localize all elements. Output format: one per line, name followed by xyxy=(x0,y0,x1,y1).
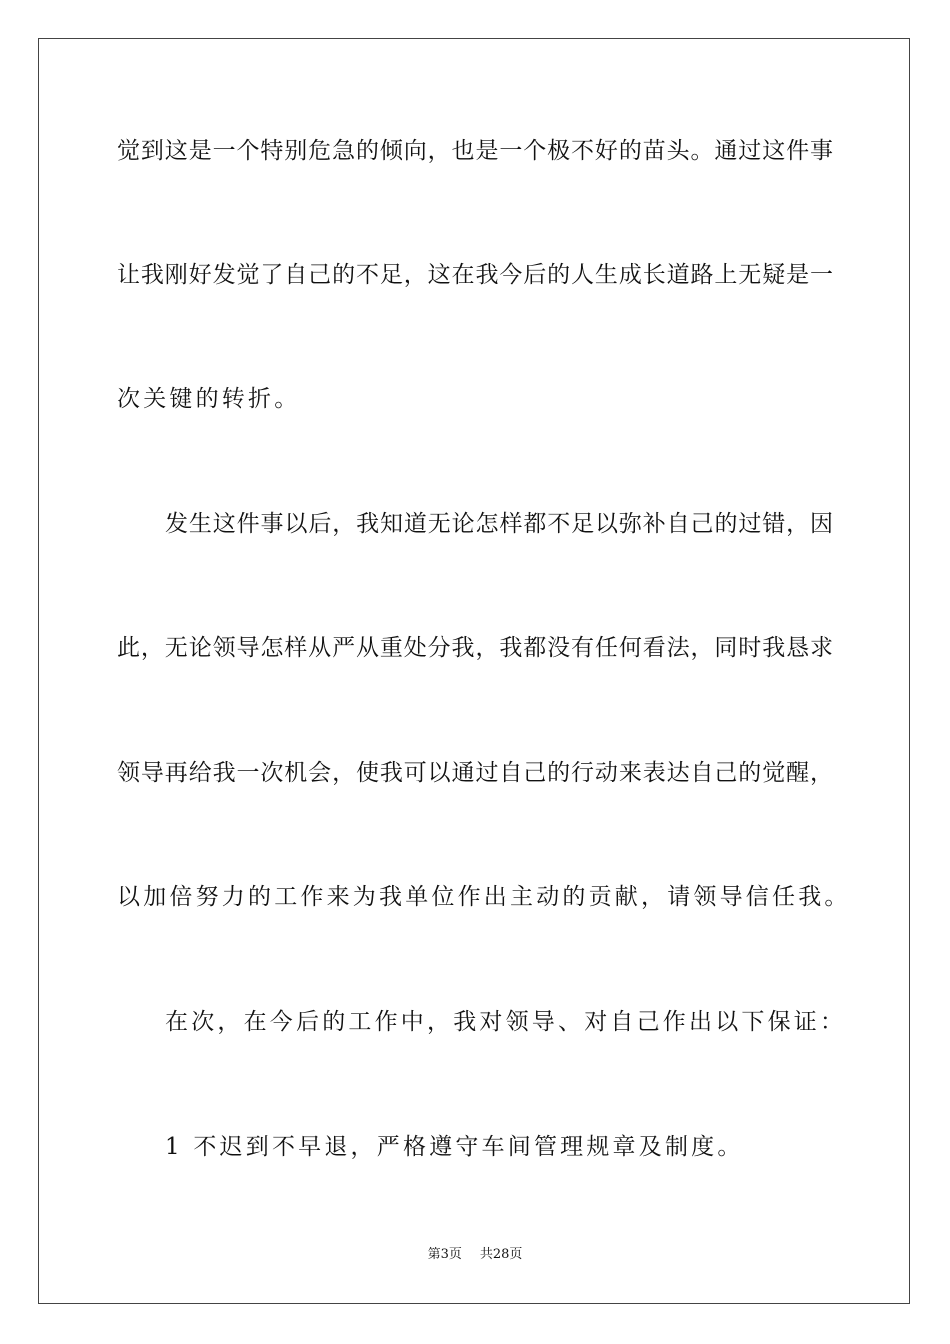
paragraph-line: 觉到这是一个特别危急的倾向，也是一个极不好的苗头。通过这件事 xyxy=(117,138,833,164)
paragraph-line: 次关键的转折。 xyxy=(117,386,301,412)
page-total: 共28页 xyxy=(479,1247,523,1262)
list-item: 1 不迟到不早退，严格遵守车间管理规章及制度。 xyxy=(165,1134,744,1160)
page-footer xyxy=(0,1247,950,1263)
paragraph-line: 此，无论领导怎样从严从重处分我，我都没有任何看法，同时我恳求 xyxy=(117,635,833,661)
paragraph-line: 领导再给我一次机会，使我可以通过自己的行动来表达自己的觉醒， xyxy=(117,760,833,786)
page-number: 第3页 xyxy=(427,1247,462,1262)
paragraph-line: 以加倍努力的工作来为我单位作出主动的贡献，请领导信任我。 xyxy=(117,884,851,910)
paragraph-line: 在次，在今后的工作中，我对领导、对自己作出以下保证： xyxy=(165,1009,847,1035)
paragraph-line: 让我刚好发觉了自己的不足，这在我今后的人生成长道路上无疑是一 xyxy=(117,262,833,288)
page-border xyxy=(38,38,910,1304)
paragraph-line: 发生这件事以后，我知道无论怎样都不足以弥补自己的过错，因 xyxy=(165,511,833,537)
